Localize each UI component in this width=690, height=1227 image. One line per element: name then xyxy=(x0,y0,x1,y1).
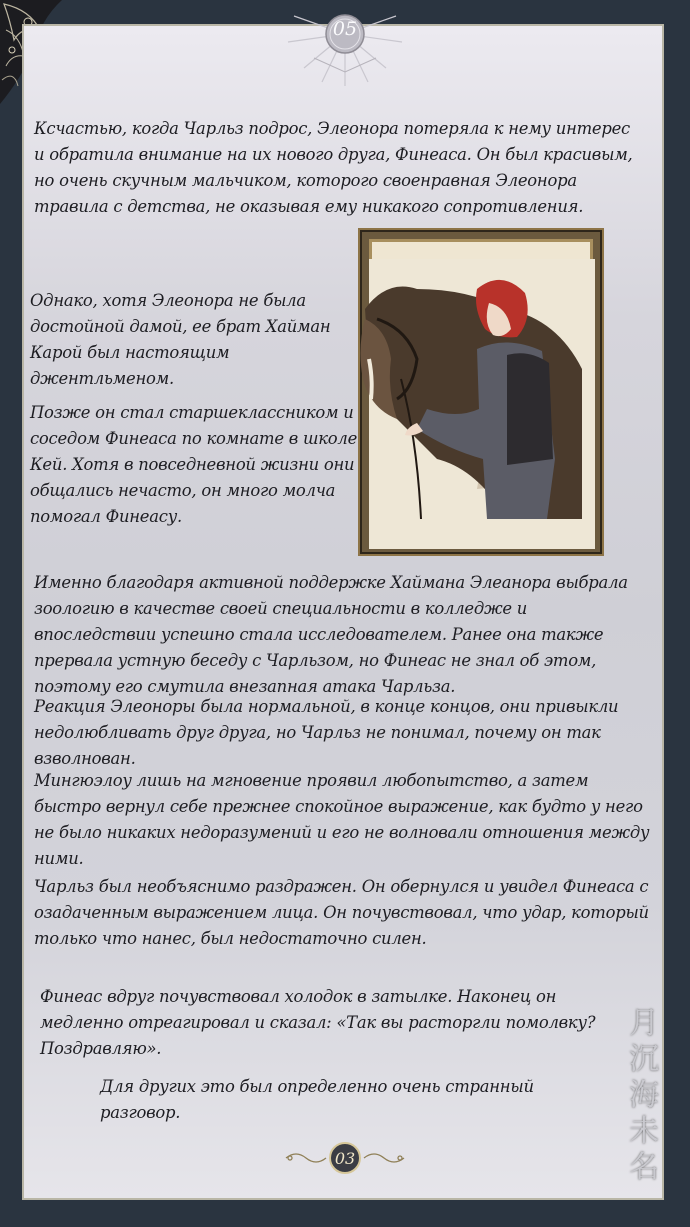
paragraph-7: Чарльз был необъяснимо раздражен. Он обернулся и увидел Финеаса с озадаченным выражением лица. Он почувствовал, что удар, который только что нанес, был недостаточно силен. xyxy=(34,877,649,948)
side-caption-char: 未 xyxy=(629,1114,659,1149)
paragraph-3: Позже он стал старшеклассником и соседом Финеаса по комнате в школе Кей. Хотя в повседневной жизни они общались нечасто, он много молча помогал Финеасу. xyxy=(30,403,358,526)
starburst-ornament xyxy=(284,2,406,88)
side-caption-char: 海 xyxy=(629,1078,659,1113)
framed-illustration xyxy=(362,232,600,552)
paragraph-6: Мингюэлоу лишь на мгновение проявил любопытство, а затем быстро вернул себе прежнее спокойное выражение, как будто у него не было никаких недоразумений и его не волновали отношения между ними. xyxy=(34,771,650,868)
side-caption-char: 名 xyxy=(629,1150,659,1185)
paragraph-1: Ксчастью, когда Чарльз подрос, Элеонора потеряла к нему интерес и обратила внимание на их нового друга, Финеаса. Он был красивым, но очень скучным мальчиком, которого своенравная Элеонора травила с детства, не оказывая ему никакого сопротивления. xyxy=(34,119,633,216)
side-caption xyxy=(621,1006,667,1185)
horse-and-rider-illustration xyxy=(357,259,597,549)
chapter-badge xyxy=(284,2,406,88)
side-caption-char: 沉 xyxy=(629,1042,659,1077)
paragraph-8: Финеас вдруг почувствовал холодок в затылке. Наконец он медленно отреагировал и сказал: «Так вы расторгли помолвку? Поздравляю». xyxy=(40,987,596,1058)
page-number-ornament xyxy=(282,1140,408,1176)
paragraph-4: Именно благодаря активной поддержке Хаймана Элеанора выбрала зоологию в качестве своей специальности в колледже и впоследствии успешно стала исследователем. Ранее она также прервала устную беседу с Чарльзом, но Финеас не знал об этом, поэтому его смутила внезапная атака Чарльза. xyxy=(34,573,628,696)
paragraph-5: Реакция Элеоноры была нормальной, в конце концов, они привыкли недолюбливать друг друга, но Чарльз не понимал, почему он так взволнован. xyxy=(34,697,619,768)
side-caption-char: 月 xyxy=(629,1006,659,1041)
chapter-number: 05 xyxy=(332,18,358,40)
paragraph-9: Для других это был определенно очень странный разговор. xyxy=(100,1077,534,1122)
paragraph-2: Однако, хотя Элеонора не была достойной дамой, ее брат Хайман Карой был настоящим джентльменом. xyxy=(30,291,331,388)
page-number: 03 xyxy=(329,1142,361,1174)
